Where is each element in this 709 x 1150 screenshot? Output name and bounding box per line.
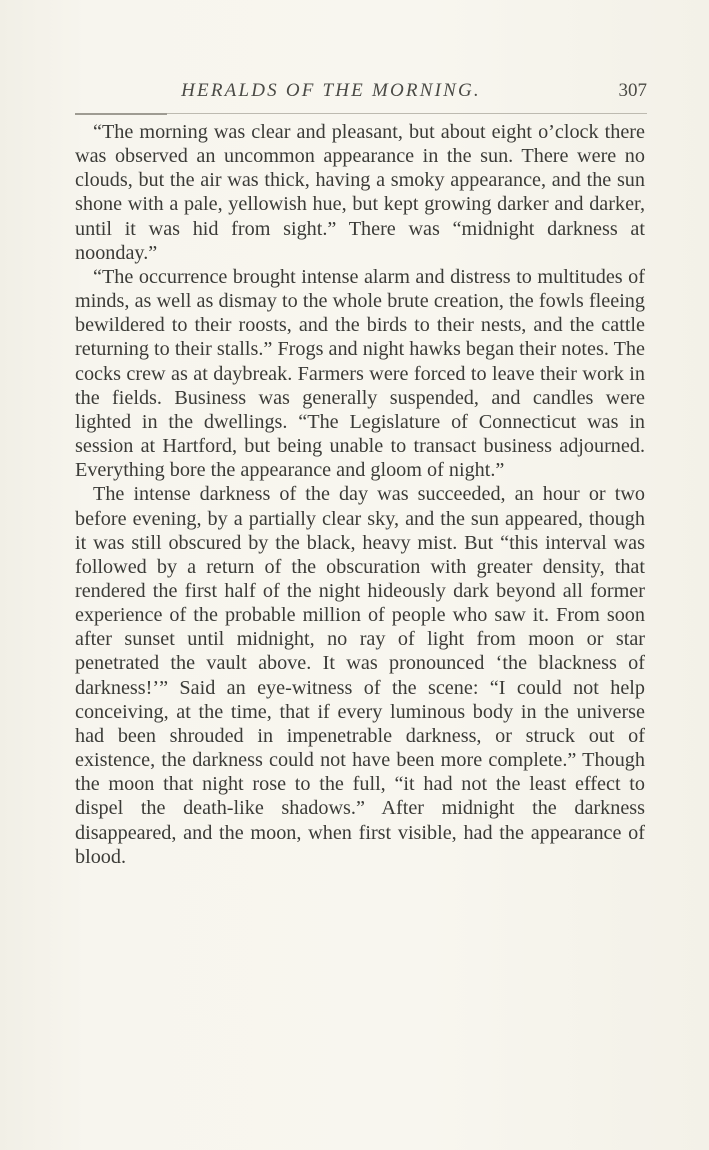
body-text — [75, 120, 645, 869]
page-header — [75, 80, 647, 110]
running-head: HERALDS OF THE MORNING. — [181, 80, 481, 101]
page-number: 307 — [618, 80, 647, 101]
paragraph: “The occurrence brought intense alarm and distress to multitudes of minds, as well as dismay to the whole brute creation, the fowls fleeing bewildered to their roosts, and the birds to their nests, and the cattle returning to their stalls.” Frogs and night hawks began their notes. The cocks crew as at daybreak. Farmers were forced to leave their work in the fields. Business was generally suspended, and candles were lighted in the dwellings. “The Legislature of Connecticut was in session at Hartford, but being unable to transact business adjourned. Everything bore the appearance and gloom of night.” — [75, 265, 645, 482]
paragraph: “The morning was clear and pleasant, but about eight o’clock there was observed an uncommon appearance in the sun. There were no clouds, but the air was thick, having a smoky appearance, and the sun shone with a pale, yellowish hue, but kept growing darker and darker, until it was hid from sight.” There was “midnight darkness at noonday.” — [75, 121, 645, 264]
header-rule — [75, 113, 647, 114]
paragraph: The intense darkness of the day was succeeded, an hour or two before evening, by a partially clear sky, and the sun appeared, though it was still obscured by the black, heavy mist. But “this interval was followed by a return of the obscuration with greater density, that rendered the first half of the night hideously dark beyond all former experience of the probable million of people who saw it. From soon after sunset until midnight, no ray of light from moon or star penetrated the vault above. It was pronounced ‘the blackness of darkness!’” Said an eye-witness of the scene: “I could not help conceiving, at the time, that if every luminous body in the universe had been shrouded in impenetrable darkness, or struck out of existence, the darkness could not have been more complete.” Though the moon that night rose to the full, “it had not the least effect to dispel the death-like shadows.” After midnight the darkness disappeared, and the moon, when first visible, had the appearance of blood. — [75, 483, 645, 868]
